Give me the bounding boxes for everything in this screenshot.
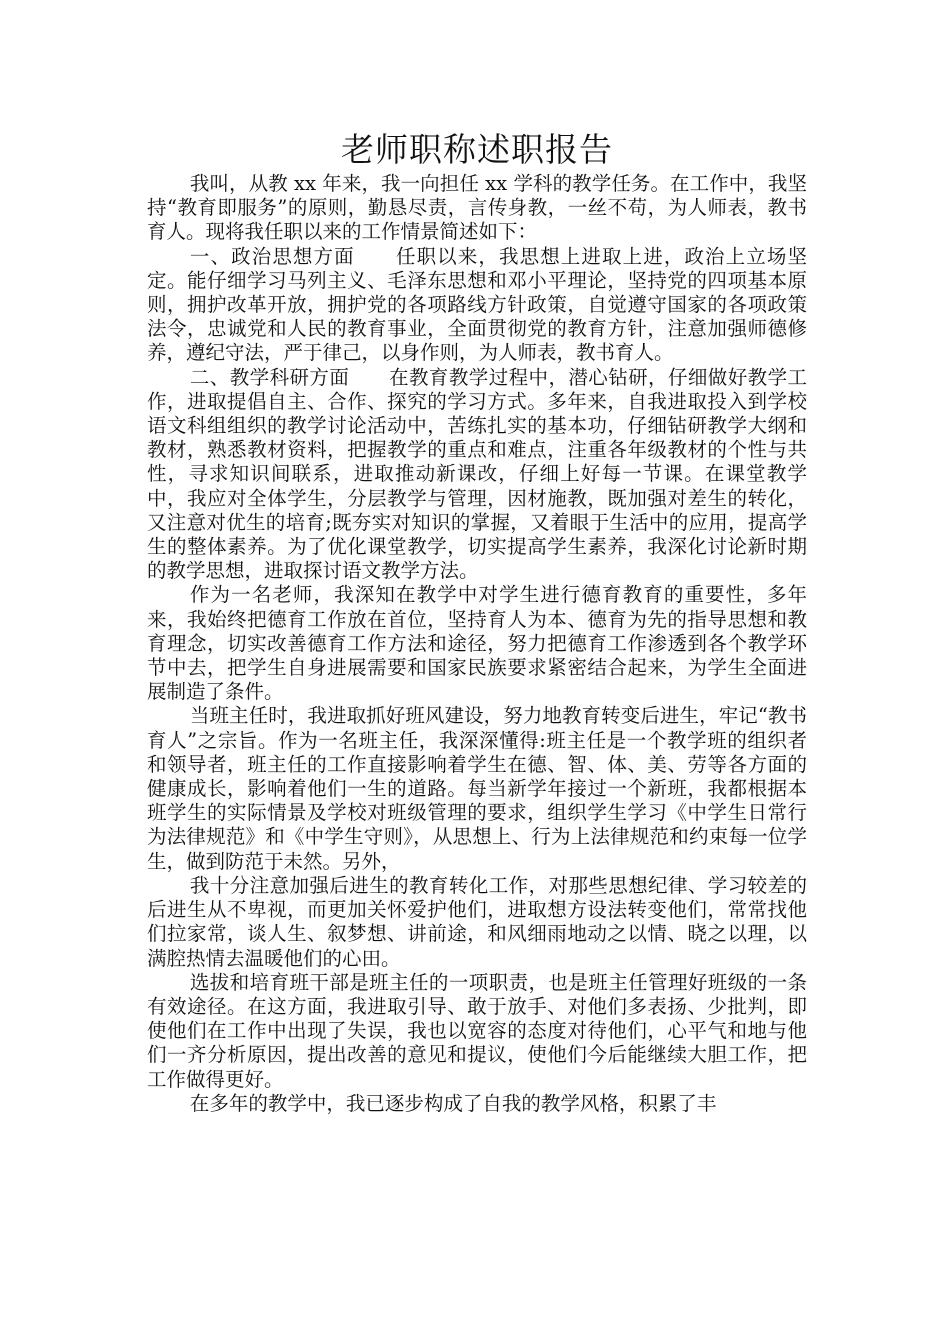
paragraph-class-teacher: 当班主任时，我进取抓好班风建设，努力地教育转变后进生，牢记“教书育人”之宗旨。作为一名班主任，我深深懂得:班主任是一个教学班的组织者和领导者，班主任的工作直接影响着学生在德、智、体、美、劳等各方面的健康成长，影响着他们一生的道路。每当新学年接过一个新班，我都根据本班学生的实际情景及学校对班级管理的要求，组织学生学习《中学生日常行为法律规范》和《中学生守则》，从思想上、行为上法律规范和约束每一位学生，做到防范于未然。另外， [147, 704, 807, 873]
paragraph-moral-education: 作为一名老师，我深知在教学中对学生进行德育教育的重要性，多年来，我始终把德育工作放在首位，坚持育人为本、德育为先的指导思想和教育理念，切实改善德育工作方法和途径，努力把德育工作渗透到各个教学环节中去，把学生自身进展需要和国家民族要求紧密结合起来，为学生全面进展制造了条件。 [147, 583, 807, 704]
document-page [147, 128, 807, 1116]
document-title: 老师职称述职报告 [341, 130, 613, 169]
paragraph-underachievers: 我十分注意加强后进生的教育转化工作，对那些思想纪律、学习较差的后进生从不卑视，而更加关怀爱护他们，进取想方设法转变他们，常常找他们拉家常，谈人生、叙梦想、讲前途，和风细雨地动之以情、晓之以理，以满腔热情去温暖他们的心田。 [147, 873, 807, 970]
paragraph-political: 一、政治思想方面 任职以来，我思想上进取上进，政治上立场坚定。能仔细学习马列主义、毛泽东思想和邓小平理论，坚持党的四项基本原则，拥护改革开放，拥护党的各项路线方针政策，自觉遵守国家的各项政策法令，忠诚党和人民的教育事业，全面贯彻党的教育方针，注意加强师德修养，遵纪守法，严于律己，以身作则，为人师表，教书育人。 [147, 244, 807, 365]
paragraph-intro: 我叫，从教 xx 年来，我一向担任 xx 学科的教学任务。在工作中，我坚持“教育即服务”的原则，勤恳尽责，言传身教，一丝不苟，为人师表，教书育人。现将我任职以来的工作情景简述如下： [147, 172, 807, 244]
paragraph-teaching-style: 在多年的教学中，我已逐步构成了自我的教学风格，积累了丰 [189, 1091, 717, 1115]
paragraph-class-cadres: 选拔和培育班干部是班主任的一项职责，也是班主任管理好班级的一条有效途径。在这方面，我进取引导、敢于放手、对他们多表扬、少批判，即使他们在工作中出现了失误，我也以宽容的态度对待他们，心平气和地与他们一齐分析原因，提出改善的意见和提议，使他们今后能继续大胆工作，把工作做得更好。 [147, 970, 807, 1091]
paragraph-teaching-research: 二、教学科研方面 在教育教学过程中，潜心钻研，仔细做好教学工作，进取提倡自主、合作、探究的学习方式。多年来，自我进取投入到学校语文科组组织的教学讨论活动中，苦练扎实的基本功，仔细钻研教学大纲和教材，熟悉教材资料，把握教学的重点和难点，注重各年级教材的个性与共性，寻求知识间联系，进取推动新课改，仔细上好每一节课。在课堂教学中，我应对全体学生，分层教学与管理，因材施教，既加强对差生的转化，又注意对优生的培育;既夯实对知识的掌握，又着眼于生活中的应用，提高学生的整体素养。为了优化课堂教学，切实提高学生素养，我深化讨论新时期的教学思想，进取探讨语文教学方法。 [147, 365, 807, 583]
